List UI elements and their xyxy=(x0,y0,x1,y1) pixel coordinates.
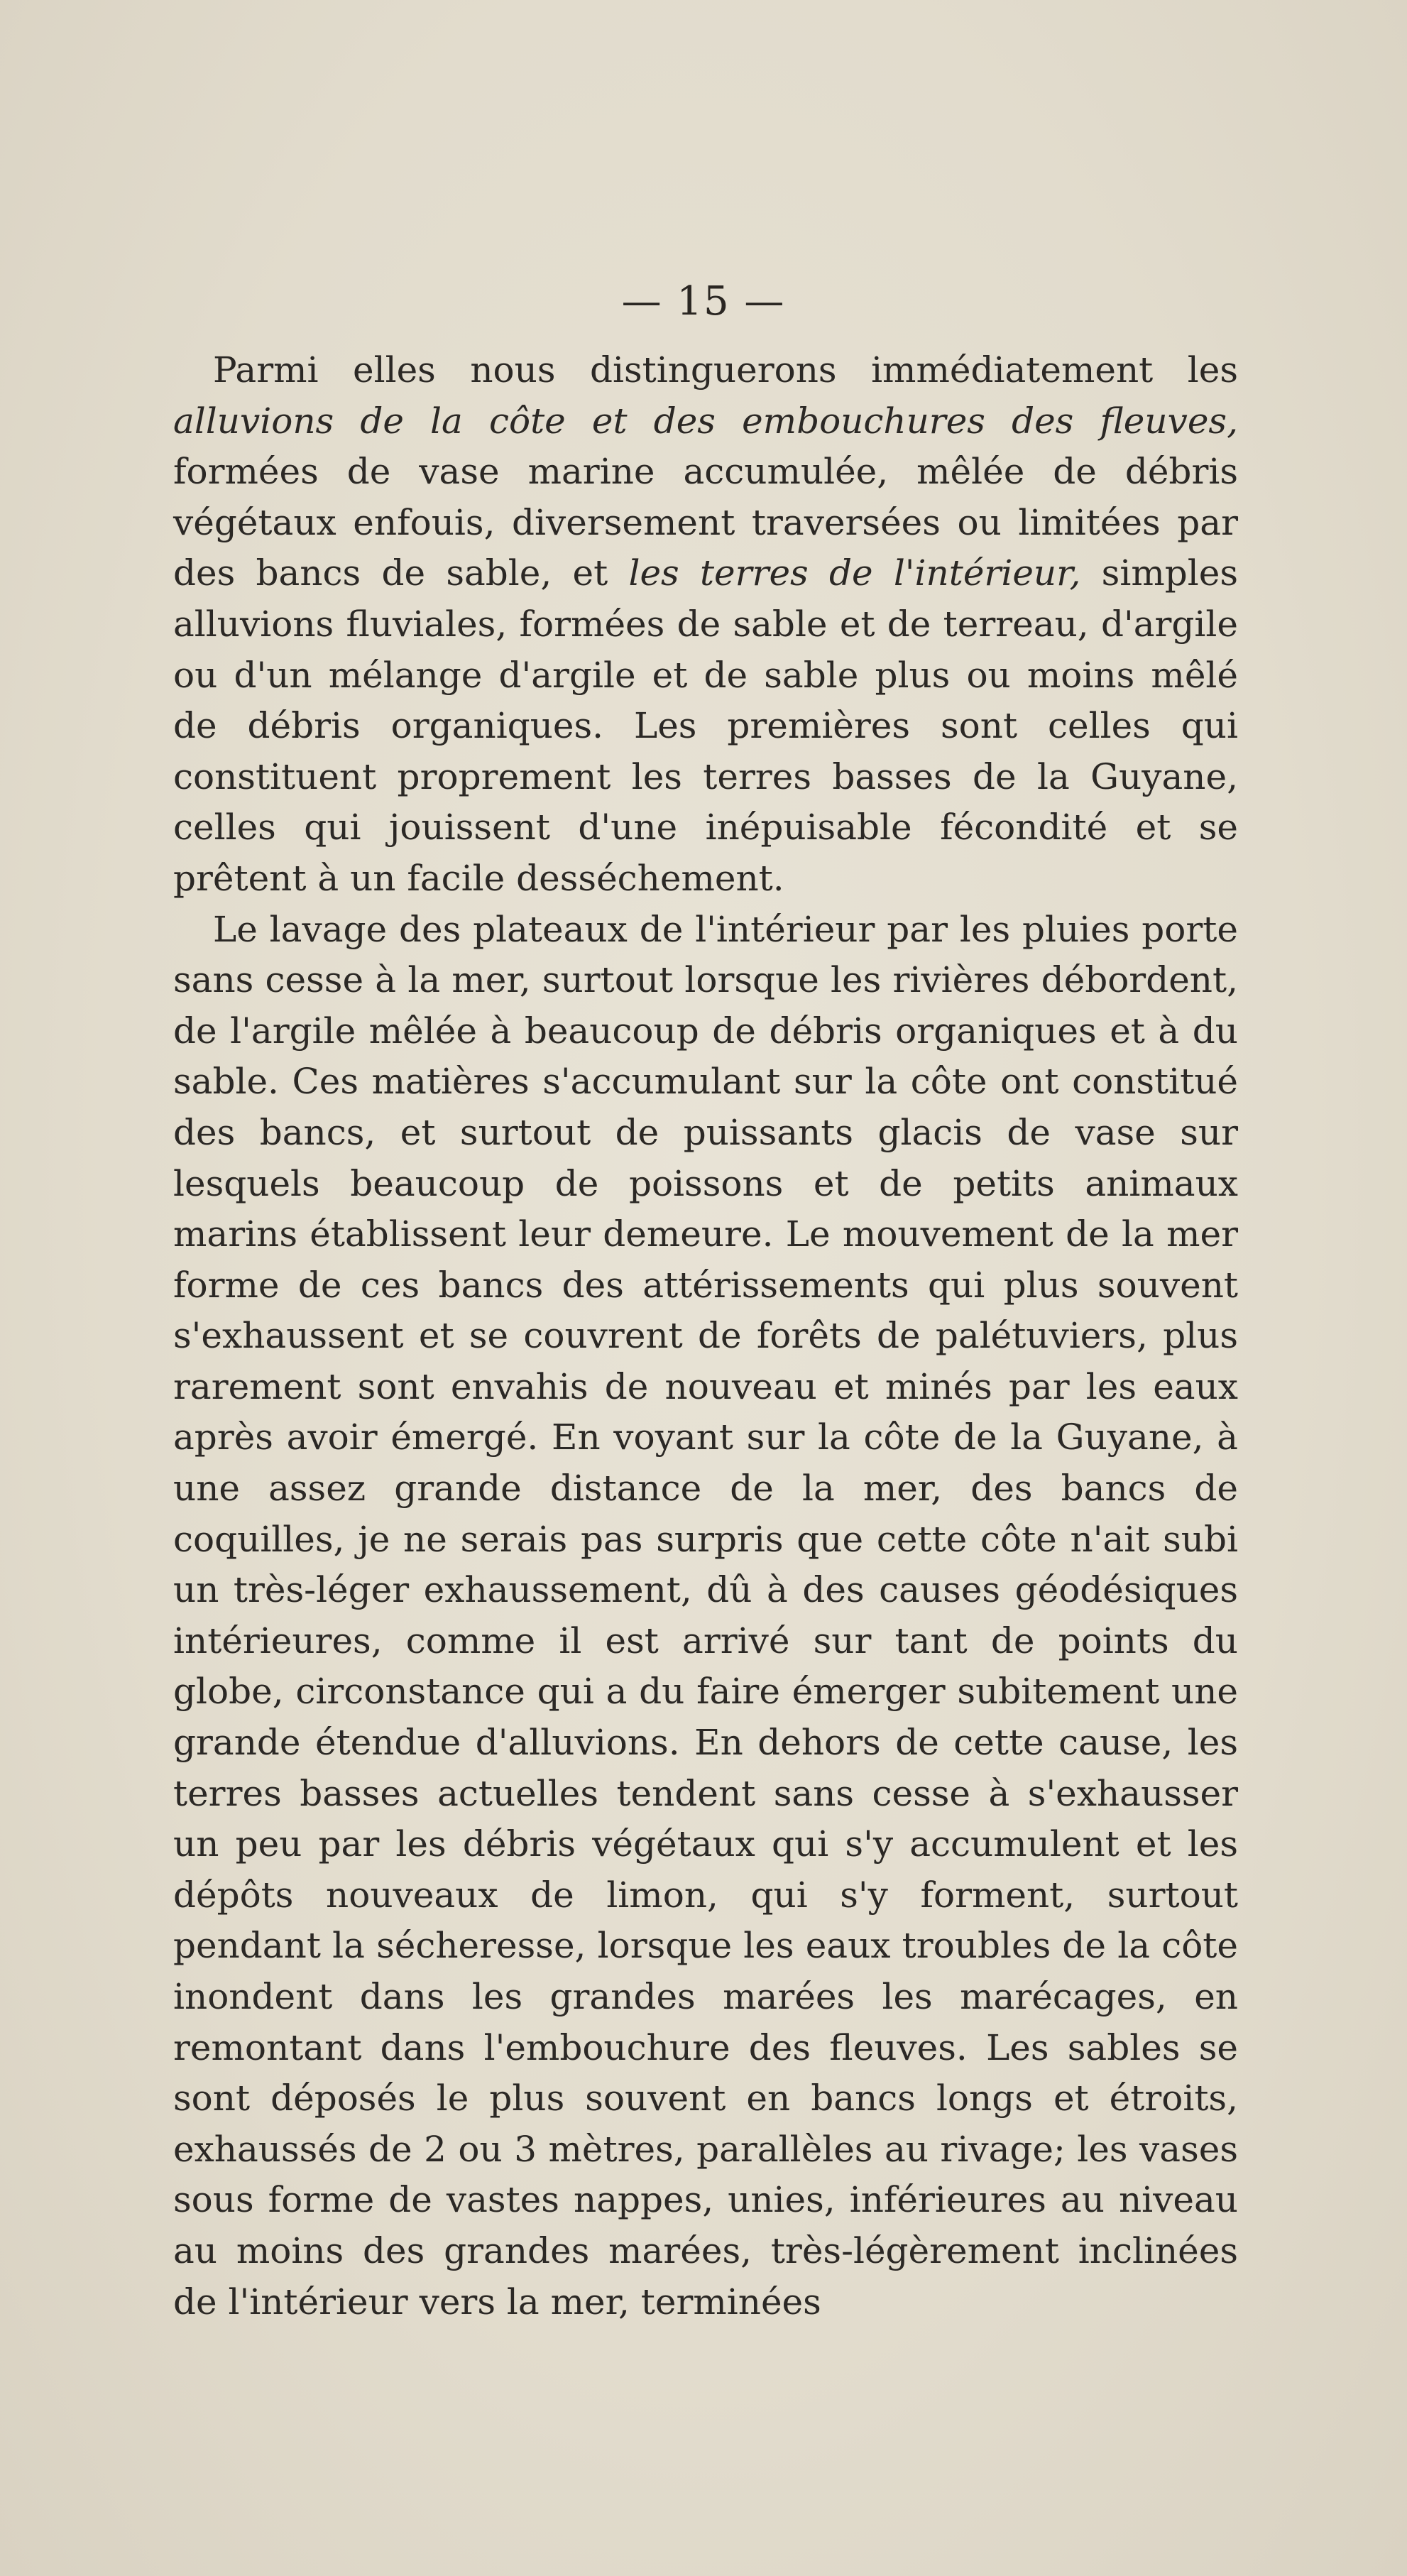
text-segment-italic: alluvions de la côte et des embouchures des fleuves, xyxy=(173,400,1238,442)
text-segment: formées de vase marine accumulée, mêlée de débris végétaux enfouis, diversement traversées ou limitées par des bancs de sable, et xyxy=(173,451,1238,594)
text-segment: Le lavage des plateaux de l'intérieur par les pluies porte sans cesse à la mer, surtout lorsque les rivières débordent, de l'argile mêlée à beaucoup de débris organiques et à du sable. Ces matières s'accumulant sur la côte ont constitué des bancs, et surtout de puissants glacis de vase sur lesquels beaucoup de poissons et de petits animaux marins établissent leur demeure. Le mouvement de la mer forme de ces bancs des attérissements qui plus souvent s'exhaussent et se couvrent de forêts de palétuviers, plus rarement sont envahis de nouveau et minés par les eaux après avoir émergé. En voyant sur la côte de la Guyane, à une assez grande distance de la mer, des bancs de coquilles, je ne serais pas surpris que cette côte n'ait subi un très-léger exhaussement, dû à des causes géodésiques intérieures, comme il est arrivé sur tant de points du globe, circonstance qui a du faire émerger subitement une grande étendue d'alluvions. En dehors de cette cause, les terres basses actuelles tendent sans cesse à s'exhausser un peu par les débris végétaux qui s'y accumulent et les dépôts nouveaux de limon, qui s'y forment, surtout pendant la sécheresse, lorsque les eaux troubles de la côte inondent dans les grandes marées les marécages, en remontant dans l'embouchure des fleuves. Les sables se sont déposés le plus souvent en bancs longs et étroits, exhaussés de 2 ou 3 mètres, parallèles au rivage; les vases sous forme de vastes nappes, unies, inférieures au niveau au moins des grandes marées, très-légèrement inclinées de l'intérieur vers la mer, terminées xyxy=(173,908,1238,2323)
paragraph-1 xyxy=(173,345,1238,905)
body-text xyxy=(173,345,1238,2327)
page-number: — 15 — xyxy=(621,278,786,324)
text-segment: Parmi elles nous distinguerons immédiatement les xyxy=(213,349,1238,391)
paragraph-2 xyxy=(173,905,1238,2328)
text-segment-italic: les terres de l'intérieur, xyxy=(628,552,1081,594)
text-segment: simples alluvions fluviales, formées de sable et de terreau, d'argile ou d'un mélange d'argile et de sable plus ou moins mêlé de débris organiques. Les premières sont celles qui constituent proprement les terres basses de la Guyane, celles qui jouissent d'une inépuisable fécondité et se prêtent à un facile desséchement. xyxy=(173,552,1238,899)
